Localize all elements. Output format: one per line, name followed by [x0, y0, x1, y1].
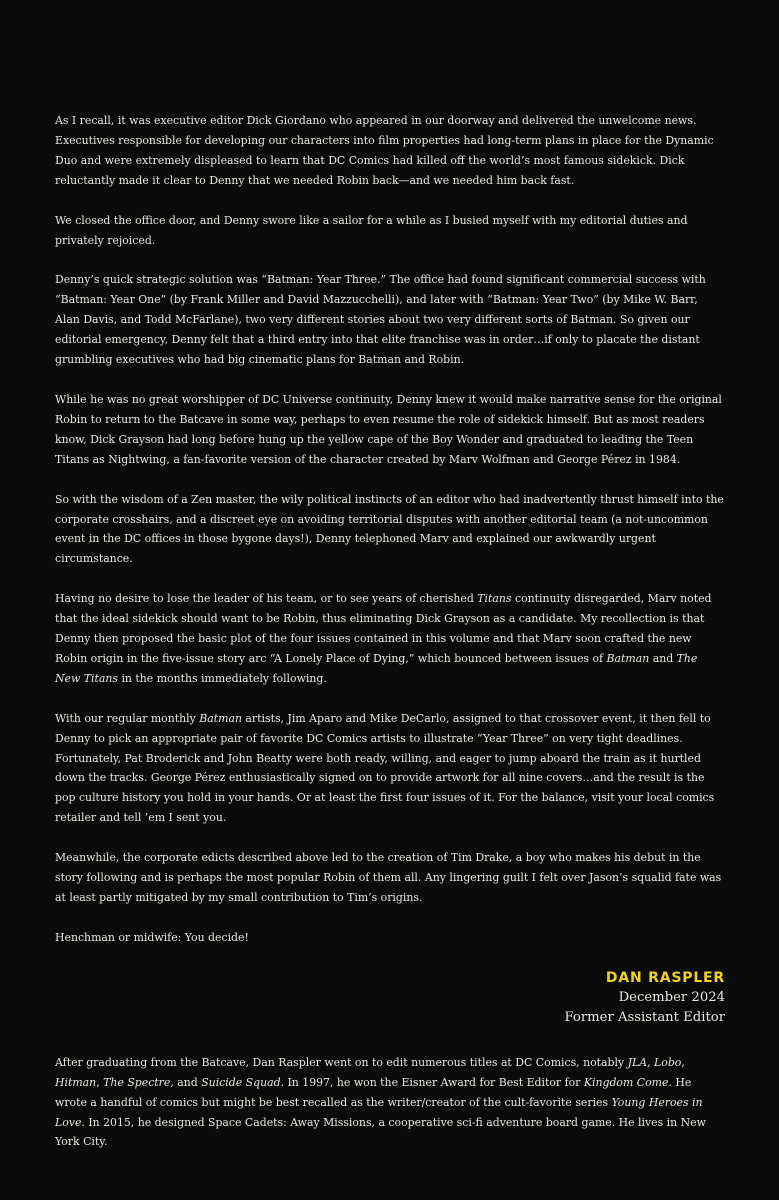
text-run: artists, Jim Aparo and Mike DeCarlo, assigned to that crossover event, it then fell to Denny to pick an appropriate pair of favorite DC Comics artists to illustrate “Year Three” on very tight deadlines. Fortunately, Pat Broderick and John Beatty were both ready, willing, and eager to jump aboard the train as it hurtled down the tracks. George Pérez enthusiastically signed on to provide artwork for all nine covers…and the result is the pop culture history you hold in your hands. Or at least the first four issues of it. For the balance, visit your local comics retailer and tell ’em I sent you.: [55, 711, 715, 825]
text-run: As I recall, it was executive editor Dick Giordano who appeared in our doorway and delivered the unwelcome news. Executives responsible for developing our characters into film properties had long-term plans in place for the Dynamic Duo and were extremely displeased to learn that DC Comics had killed off the world’s most famous sidekick. Dick reluctantly made it clear to Denny that we needed Robin back—and we needed him back fast.: [55, 114, 714, 187]
paragraph: [55, 390, 725, 470]
italic-title: JLA: [627, 1055, 648, 1069]
paragraph: [55, 211, 725, 251]
paragraph: [55, 111, 725, 191]
author-role: Former Assistant Editor: [564, 1010, 725, 1026]
author-bio: [55, 1053, 725, 1153]
paragraph: [55, 709, 725, 828]
article: [55, 111, 725, 1152]
italic-title: The Spectre: [103, 1075, 171, 1089]
article-body: [55, 111, 725, 948]
italic-title: Suicide Squad: [201, 1075, 281, 1089]
italic-title: Batman: [606, 651, 650, 665]
italic-title: Young Heroes in Love: [55, 1095, 703, 1129]
italic-title: Hitman: [55, 1075, 97, 1089]
text-run: Denny’s quick strategic solution was “Batman: Year Three.” The office had found significant commercial success with “Batman: Year One” (by Frank Miller and David Mazzucchelli), and later with “Batman: Year Two” (by Mike W. Barr, Alan Davis, and Todd McFarlane), two very different stories about two very different sorts of Batman. So given our editorial emergency, Denny felt that a third entry into that elite franchise was in order…if only to placate the distant grumbling executives who had big cinematic plans for Batman and Robin.: [55, 273, 706, 367]
italic-title: Batman: [199, 711, 242, 725]
paragraph: [55, 928, 725, 948]
signature-date: December 2024: [618, 989, 725, 1005]
text-run: ,: [681, 1055, 685, 1069]
text-run: We closed the office door, and Denny swore like a sailor for a while as I busied myself with my editorial duties and privately rejoiced.: [55, 213, 688, 247]
signature-block: [55, 968, 725, 1029]
text-run: in the months immediately following.: [117, 671, 327, 685]
italic-title: The New Titans: [55, 651, 698, 685]
text-run: . In 1997, he won the Eisner Award for Best Editor for: [280, 1075, 584, 1089]
paragraph: [55, 490, 725, 570]
text-run: ,: [647, 1055, 655, 1069]
text-run: After graduating from the Batcave, Dan Raspler went on to edit numerous titles at DC Comics, notably: [55, 1055, 628, 1069]
paragraph: [55, 589, 725, 689]
italic-title: Kingdom Come: [583, 1075, 669, 1089]
paragraph: [55, 848, 725, 908]
text-run: Henchman or midwife: You decide!: [55, 930, 249, 944]
text-run: , and: [170, 1075, 202, 1089]
text-run: While he was no great worshipper of DC Universe continuity, Denny knew it would make narrative sense for the original Robin to return to the Batcave in some way, perhaps to even resume the role of sidekick himself. But as most readers know, Dick Grayson had long before hung up the yellow cape of the Boy Wonder and graduated to leading the Teen Titans as Nightwing, a fan-favorite version of the character created by Marv Wolfman and George Pérez in 1984.: [55, 392, 722, 466]
author-name: DAN RASPLER: [605, 969, 725, 986]
text-run: With our regular monthly: [55, 711, 200, 725]
text-run: and: [649, 651, 677, 665]
text-run: . He wrote a handful of comics but might be best recalled as the writer/creator of the cult-favorite series: [55, 1075, 692, 1109]
italic-title: Lobo: [654, 1055, 682, 1069]
text-run: . In 2015, he designed Space Cadets: Away Missions, a cooperative sci-fi adventure board game. He lives in New York City.: [55, 1115, 706, 1149]
text-run: Meanwhile, the corporate edicts described above led to the creation of Tim Drake, a boy who makes his debut in the story following and is perhaps the most popular Robin of them all. Any lingering guilt I felt over Jason’s squalid fate was at least partly mitigated by my small contribution to Tim’s origins.: [55, 851, 722, 904]
text-run: So with the wisdom of a Zen master, the wily political instincts of an editor who had inadvertently thrust himself into the corporate crosshairs, and a discreet eye on avoiding territorial disputes with another editorial team (a not-uncommon event in the DC offices in those bygone days!), Denny telephoned Marv and explained our awkwardly urgent circumstance.: [55, 492, 724, 566]
text-run: Having no desire to lose the leader of his team, or to see years of cherished: [55, 592, 478, 606]
italic-title: Titans: [477, 592, 512, 606]
paragraph: [55, 270, 725, 370]
text-run: ,: [96, 1075, 104, 1089]
text-run: continuity disregarded, Marv noted that the ideal sidekick should want to be Robin, thus eliminating Dick Grayson as a candidate. My recollection is that Denny then proposed the basic plot of the four issues contained in this volume and that Marv soon crafted the new Robin origin in the five-issue story arc “A Lonely Place of Dying,” which bounced between issues of: [55, 592, 712, 665]
